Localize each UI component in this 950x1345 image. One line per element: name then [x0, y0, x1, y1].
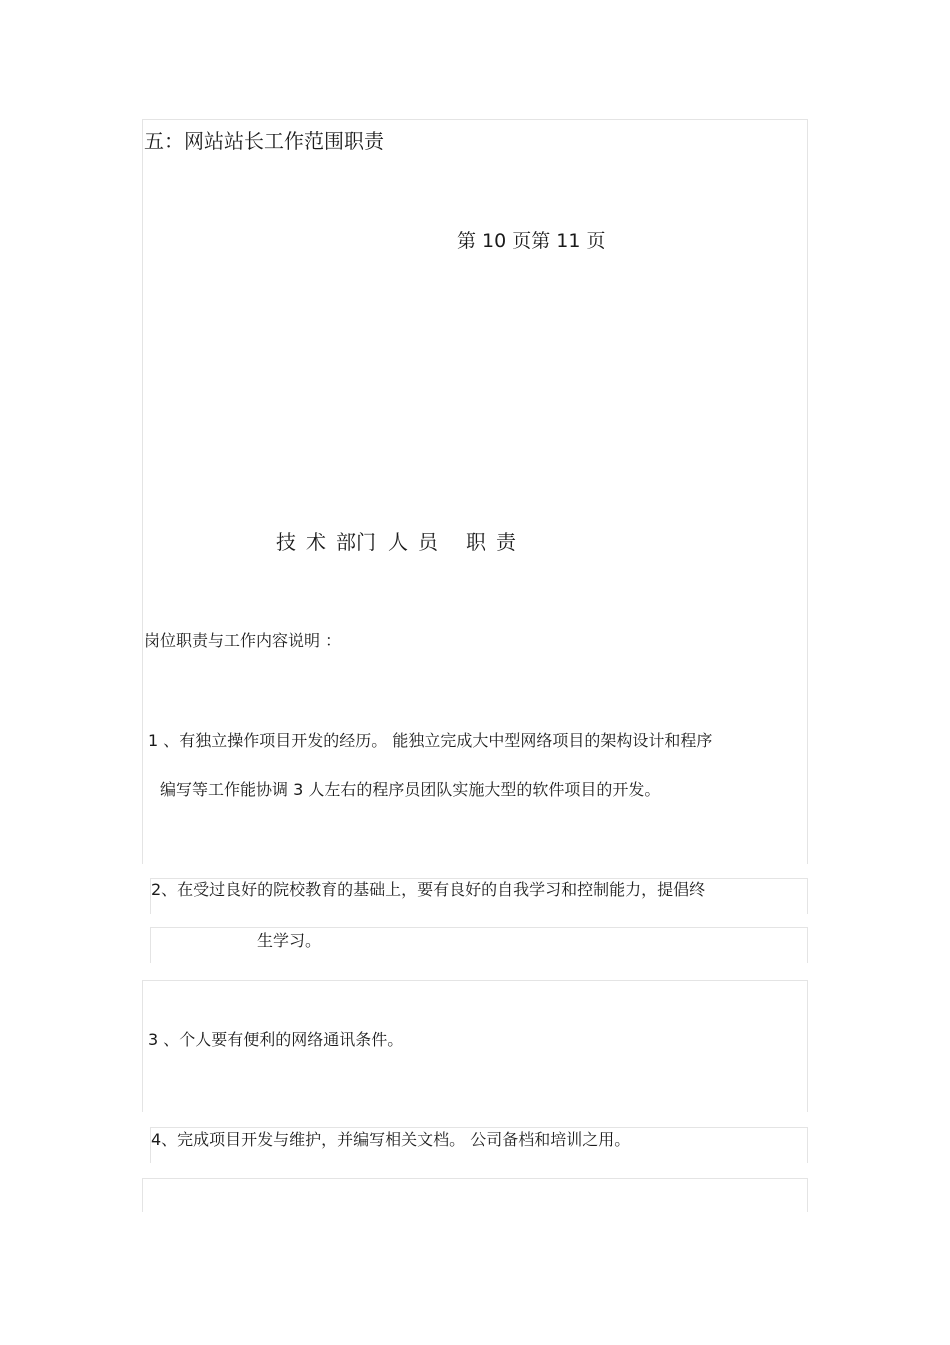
item-2-line-1: 2、在受过良好的院校教育的基础上，要有良好的自我学习和控制能力，提倡终: [151, 880, 706, 899]
frame-bottom: [142, 1178, 808, 1212]
department-title-char: 人: [388, 530, 408, 554]
item-4-line-1: 4、完成项目开发与维护，并编写相关文档。 公司备档和培训之用。: [151, 1130, 631, 1149]
intro-text: 岗位职责与工作内容说明 ：: [144, 631, 342, 650]
frame-line: [150, 927, 151, 963]
item-2-line-2: 生学习。: [257, 931, 322, 950]
frame-line: [807, 1127, 808, 1163]
section-heading: 五：网站站长工作范围职责: [144, 129, 384, 153]
department-title-char: 职: [466, 530, 486, 554]
frame-line: [807, 878, 808, 914]
department-title-char: 技: [276, 530, 296, 554]
department-title-char: 员: [418, 530, 438, 554]
item-1-line-2: 编写等工作能协调 3 人左右的程序员团队实施大型的软件项目的开发。: [160, 780, 661, 799]
frame-line: [150, 1127, 808, 1128]
department-title-char: 术: [306, 530, 326, 554]
item-3-line-1: 3 、个人要有便利的网络通讯条件。: [148, 1030, 404, 1049]
item-1-line-1: 1 、有独立操作项目开发的经历。 能独立完成大中型网络项目的架构设计和程序: [148, 731, 713, 750]
page-indicator: 第 10 页第 11 页: [457, 230, 606, 252]
frame-line: [807, 927, 808, 963]
department-title-char: 部门: [336, 530, 376, 554]
department-title-char: 责: [496, 530, 516, 554]
department-title: [276, 532, 516, 552]
frame-line: [150, 878, 808, 879]
frame-line: [150, 927, 808, 928]
